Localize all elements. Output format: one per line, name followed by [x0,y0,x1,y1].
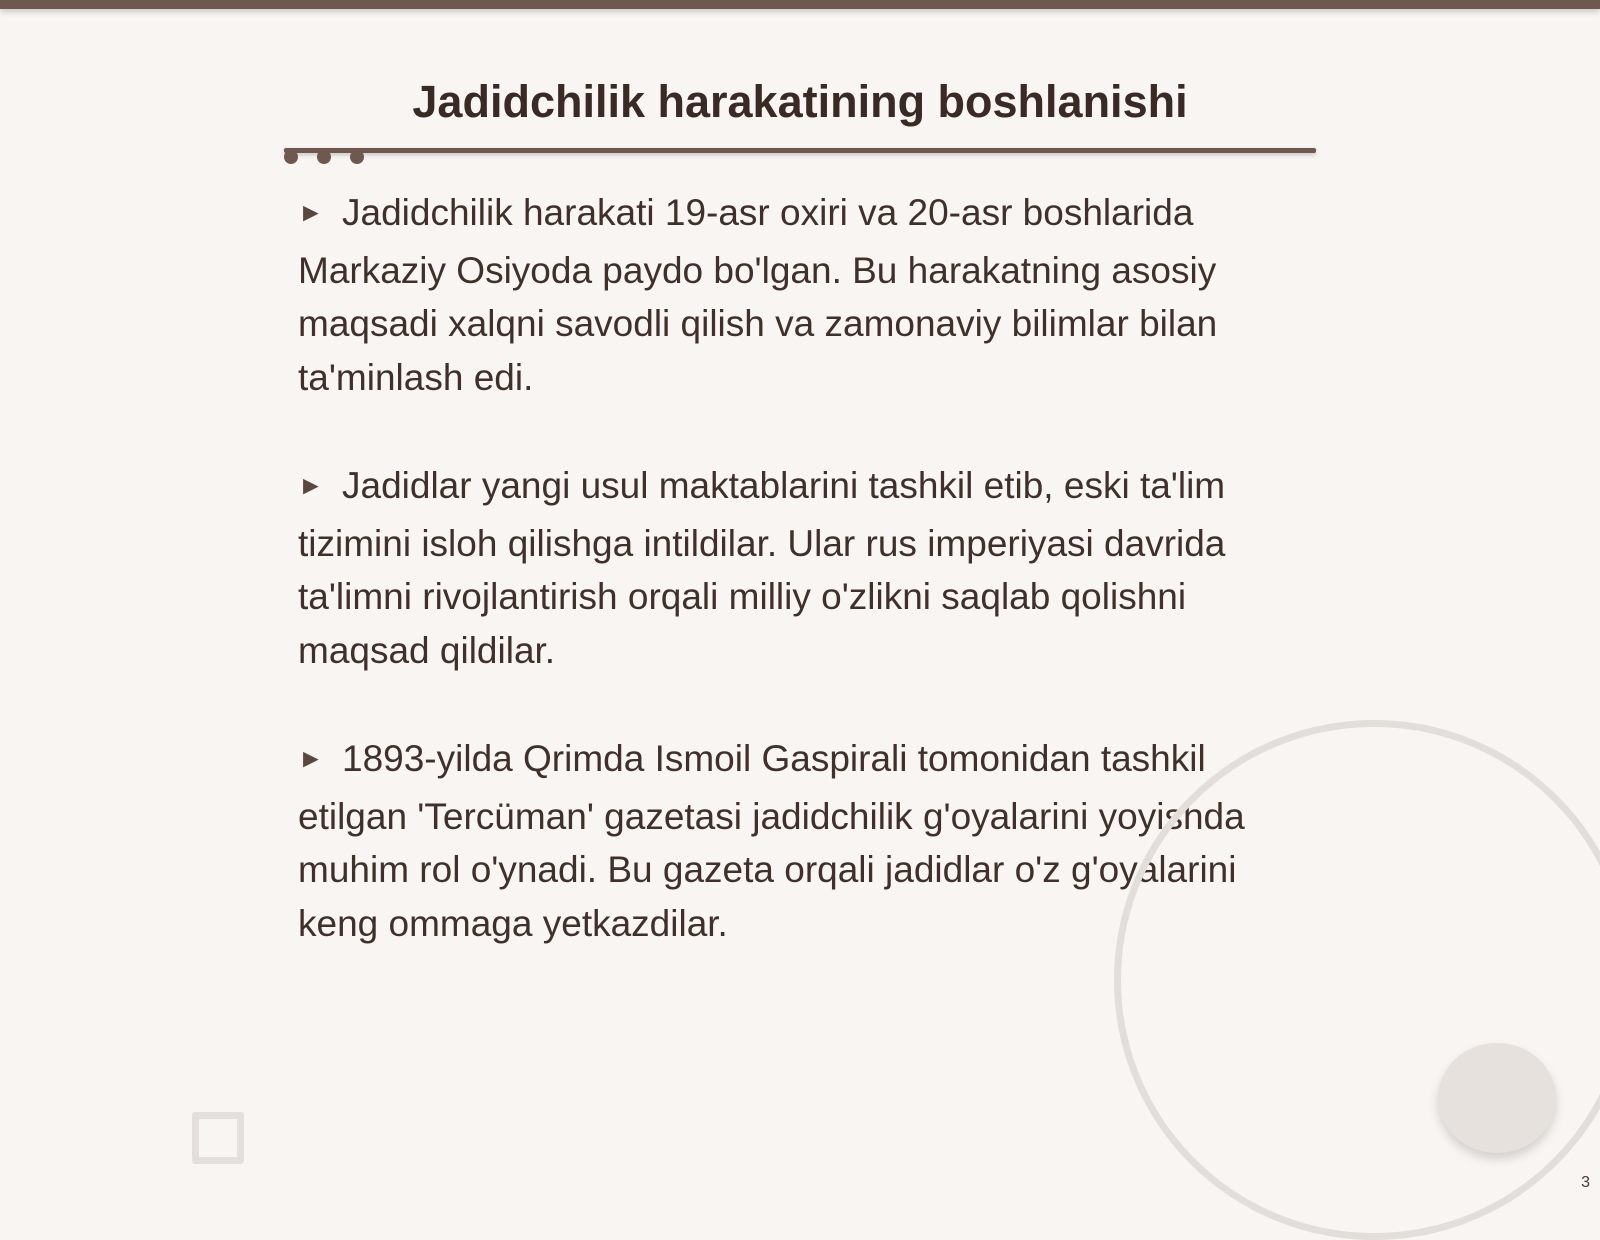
decorative-square [192,1112,244,1164]
bullet-arrow-icon: ► [298,197,324,227]
decorative-disc [1438,1043,1556,1153]
title-underline [284,148,1316,153]
bullet-arrow-icon: ► [298,743,324,773]
paragraph-text: 1893-yilda Qrimda Ismoil Gaspirali tomonidan tashkil etilgan 'Tercüman' gazetasi jadidchilik g'oyalarini yoyishda muhim rol o'ynadi. Bu gazeta orqali jadidlar o'z g'oyalarini keng ommaga yetkazdilar. [298,738,1245,944]
paragraph-text: Jadidchilik harakati 19-asr oxiri va 20-asr boshlarida Markaziy Osiyoda paydo bo'lgan. Bu harakatning asosiy maqsadi xalqni savodli qilish va zamonaviy bilimlar bilan ta'minlash edi. [298,192,1218,398]
paragraph-text: Jadidlar yangi usul maktablarini tashkil etib, eski ta'lim tizimini isloh qilishga intildilar. Ular rus imperiyasi davrida ta'limni rivojlantirish orqali milliy o'zlikni saqlab qolishni maqsad qildilar. [298,465,1226,671]
slide-title: Jadidchilik harakatining boshlanishi [412,76,1188,127]
bullet-paragraph-2 [298,459,1308,677]
decorative-dot [350,150,364,164]
decorative-ring [1114,720,1600,1240]
bullet-paragraph-1 [298,186,1308,404]
top-accent-bar [0,0,1600,9]
page-number: 3 [1581,1174,1590,1191]
decorative-dot [317,150,331,164]
decorative-dot [284,150,298,164]
bullet-arrow-icon: ► [298,470,324,500]
